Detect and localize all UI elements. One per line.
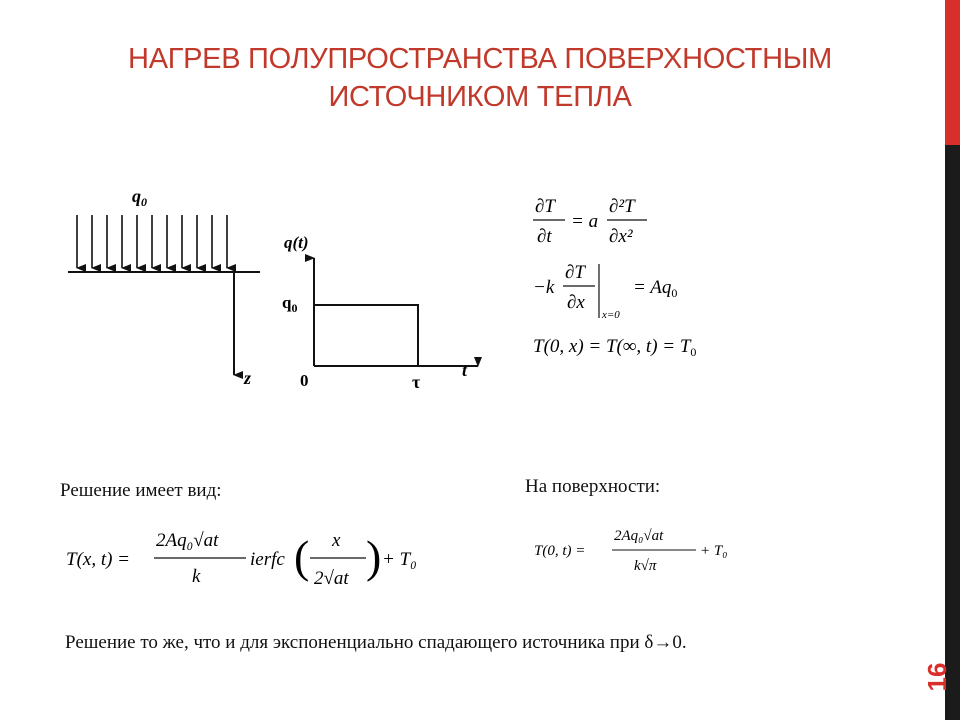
solution-func: ierfc [250,549,285,570]
eq2-rhs: = $Aq_0$ [633,277,678,300]
y-axis-label: q(t) [284,233,309,252]
governing-equations [525,190,775,370]
solution-arg-den: 2√at [314,568,349,589]
q0-label: $q_0$ [132,186,147,209]
surface-tail: + T₀ [700,543,728,559]
origin-label: 0 [300,371,309,390]
eq1-lhs-den: ∂t [537,226,552,247]
surface-den: k√π [634,558,657,574]
eq1-eq: = a [571,211,599,232]
solution-rparen: ) [366,531,382,582]
eq1-lhs-num: ∂T [535,196,555,217]
eq2-prefix: −k [533,277,555,298]
solution-arg-num: x [332,530,341,551]
t-axis-label: t [462,360,468,380]
eq2-den: ∂x [567,292,585,313]
eq1-rhs-num: ∂²T [609,196,635,217]
solution-lhs: T(x, t) = [66,549,131,570]
heat-flux-diagram [60,180,270,390]
surface-formula [530,522,770,582]
solution-formula [60,520,440,600]
conclusion-text: Решение то же, что и для экспоненциально спадающего источника при δ→0. [65,632,687,653]
solution-den: k [192,566,201,587]
eq1-rhs-den: ∂x² [609,226,633,247]
solution-lparen: ( [294,531,310,582]
q0-tick-label: $q_0$ [282,293,298,315]
slide-title [70,40,890,116]
eq2-num: ∂T [565,262,585,283]
tau-label: τ [412,372,421,392]
slide-number: 16 [921,662,952,692]
z-label: z [244,368,252,388]
surface-lhs: T(0, t) = [534,543,586,559]
title-line-1: НАГРЕВ ПОЛУПРОСТРАНСТВА ПОВЕРХНОСТНЫМ [128,43,832,75]
solution-tail: + T₀ [382,549,417,570]
eq3: T(0, x) = T(∞, $t) = T_0$ [533,336,697,359]
flux-time-graph [278,228,488,393]
eq2-sub: x=0 [602,309,620,321]
title-line-2: ИСТОЧНИКОМ ТЕПЛА [328,81,632,113]
solution-num: 2Aq₀√at [156,530,219,551]
flux-arrows [77,215,227,268]
surface-label: На поверхности: [525,476,661,497]
step-pulse [314,305,418,366]
sidebar-accent [945,0,960,145]
surface-num: 2Aq₀√at [614,528,664,544]
solution-label: Решение имеет вид: [60,480,222,501]
